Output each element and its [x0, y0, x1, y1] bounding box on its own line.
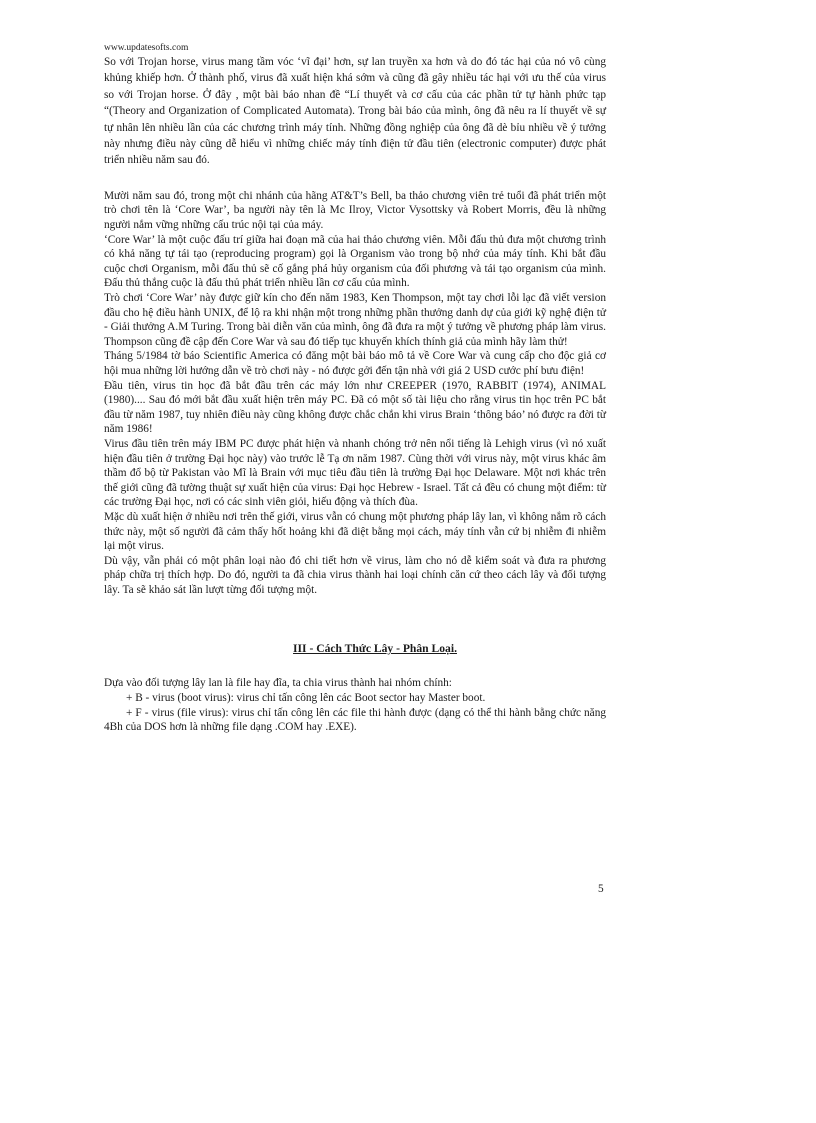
- spacer: [104, 656, 606, 676]
- page-number: 5: [598, 883, 604, 895]
- paragraph-trojan-comparison: So với Trojan horse, virus mang tầm vóc ‘vĩ đại’ hơn, sự lan truyền xa hơn và do đó tác hại của nó vô cùng khủng khiếp hơn. Ở thành phố, virus đã xuất hiện khá sớm và cũng đã gây nhiều tác hại với ưu thế của virus so với Trojan horse. Ở đây , một bài báo nhan đề “Lí thuyết và cơ cấu của các phần tử tự hành phức tạp “(Theory and Organization of Complicated Automata). Trong bài báo của mình, ông đã nêu ra lí thuyết về sự tự nhân lên nhiều lần của các chương trình máy tính. Những đồng nghiệp của ông đã dè bỉu nhiều về ý tưởng này nhưng điều này cũng dễ hiểu vì những chiếc máy tính điện tử đầu tiên (electronic computer) được phát triển nhiều năm sau đó.: [104, 56, 606, 167]
- paragraph-scientific-america: Tháng 5/1984 tờ báo Scientific America có đăng một bài báo mô tả về Core War và cung cấp cho độc giả cơ hội mua những lời hướng dẫn về trò chơi này - nó được gởi đến tận nhà với giá 2 USD cước phí bưu điện!: [104, 350, 606, 377]
- document-page: [104, 42, 606, 735]
- paragraph-early-viruses: Đầu tiên, virus tin học đã bắt đầu trên các máy lớn như CREEPER (1970, RABBIT (1974), ANIMAL (1980).... Sau đó mới bắt đầu xuất hiện trên máy PC. Đã có một số tài liệu cho rằng virus tin học trên PC bắt đầu từ năm 1987, tuy nhiên điều này cũng không được chắc chắn khi virus Brain ‘thông báo’ nó được ra đời từ năm 1986!: [104, 379, 606, 436]
- spacer: [104, 169, 606, 189]
- paragraph-ibm-pc-virus: Virus đầu tiên trên máy IBM PC được phát hiện và nhanh chóng trở nên nổi tiếng là Lehigh virus (vì nó xuất hiện đầu tiên ở trường Đại học này) vào trước lễ Tạ ơn năm 1987. Cùng thời với virus này, một virus khác âm thầm đổ bộ từ Pakistan vào Mĩ là Brain với mục tiêu đầu tiên là trường Đại học Delaware. Một nơi khác trên thế giới cũng đã tường thuật sự xuất hiện của virus: Đại học Hebrew - Israel. Tất cả đều có chung một điểm: từ các trường Đại học, nơi có các sinh viên giỏi, hiếu động và thích đùa.: [104, 437, 606, 509]
- paragraph-core-war-rules: ‘Core War’ là một cuộc đấu trí giữa hai đoạn mã của hai thảo chương viên. Mỗi đấu thủ đưa một chương trình có khả năng tự tái tạo (reproducing program) gọi là Organism vào trong bộ nhớ của máy tính. Khi bắt đầu cuộc chơi Organism, mỗi đấu thủ sẽ cố gắng phá hủy organism của đối phương và tái tạo organism của mình. Đấu thủ thắng cuộc là đấu thủ phát triển nhiều lần cơ cấu của mình.: [104, 233, 606, 290]
- paragraph-thompson: Trò chơi ‘Core War’ này được giữ kín cho đến năm 1983, Ken Thompson, một tay chơi lỗi lạc đã viết version đầu cho hệ điều hành UNIX, để lộ ra khi nhận một trong những phần thưởng danh dự của giới kỹ nghệ điện tử - Giải thưởng A.M Turing. Trong bài diễn văn của mình, ông đã đưa ra một ý tưởng về phương pháp làm virus. Thompson cũng đề cập đến Core War và sau đó tiếp tục khuyến khích thính giả của mình hãy làm thử!: [104, 292, 606, 348]
- list-item-file-virus: + F - virus (file virus): virus chỉ tấn công lên các file thi hành được (dạng có thể thi hành bằng chức năng 4Bh của DOS hơn là những file dạng .COM hay .EXE).: [104, 706, 606, 734]
- spacer: [104, 597, 606, 641]
- section-intro: Dựa vào đối tượng lây lan là file hay đĩa, ta chia virus thành hai nhóm chính:: [104, 677, 452, 690]
- list-item-boot-virus: + B - virus (boot virus): virus chỉ tấn công lên các Boot sector hay Master boot.: [126, 692, 486, 705]
- paragraph-classification: Dù vậy, vẫn phải có một phân loại nào đó chi tiết hơn về virus, làm cho nó dễ kiểm soát và đưa ra phương pháp chữa trị thích hợp. Do đó, người ta đã chia virus thành hai loại chính căn cứ theo cách lây và đối tượng lây. Ta sẽ khảo sát lần lượt từng đối tượng một.: [104, 554, 606, 596]
- paragraph-spreading: Mặc dù xuất hiện ở nhiều nơi trên thế giới, virus vẫn có chung một phương pháp lây lan, vì không nắm rõ cách thức này, một số người đã cảm thấy hốt hoảng khi đã diệt bằng mọi cách, máy tính vẫn cứ bị nhiễm đi nhiễm lại một virus.: [104, 510, 606, 553]
- paragraph-core-war-origin: Mười năm sau đó, trong một chi nhánh của hãng AT&T’s Bell, ba thảo chương viên trẻ tuổi đã phát triển một trò chơi tên là ‘Core War’, ba người này tên là Mc Ilroy, Victor Vysottsky và Robert Morris, đều là những người nắm vững những cấu trúc nội tại của máy.: [104, 189, 606, 232]
- header-url: www.updatesofts.com: [104, 43, 189, 53]
- section-heading: III - Cách Thức Lây - Phân Loại.: [293, 642, 457, 656]
